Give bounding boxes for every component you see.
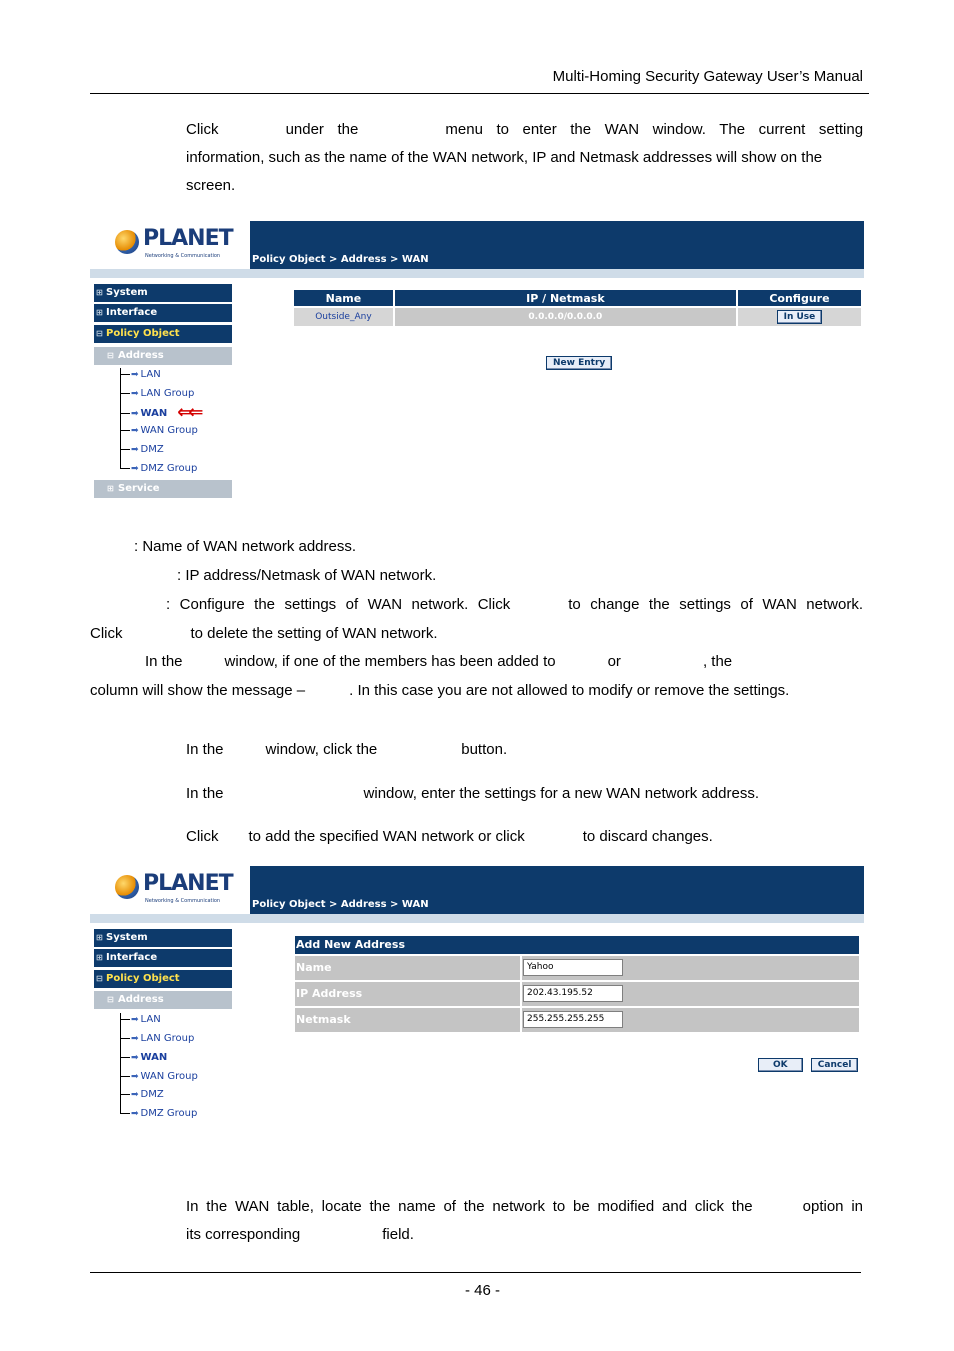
sidebar-menu <box>94 929 232 1119</box>
intro-word: under <box>285 121 324 138</box>
tree-item-dmz-group[interactable] <box>120 1105 197 1123</box>
arrow-icon: ➡ <box>131 370 139 380</box>
form-row-name <box>295 956 859 980</box>
desc-text: Click <box>90 625 123 642</box>
intro-word: enter <box>522 121 557 138</box>
menu-label: System <box>106 287 148 298</box>
expand-icon: ⊞ <box>96 953 103 962</box>
step-text: In the <box>186 785 224 802</box>
table-row <box>294 308 861 326</box>
menu-policy-object[interactable] <box>94 970 232 988</box>
page-number: - 46 - <box>465 1282 501 1299</box>
tree-item-wan[interactable] <box>120 1049 167 1067</box>
footer-rule <box>90 1272 861 1273</box>
expand-icon: ⊞ <box>96 308 103 317</box>
new-entry-wrap <box>546 352 612 370</box>
field-cell <box>522 1008 859 1032</box>
note-text: . In this case you are not allowed to modify or remove the settings. <box>349 682 790 699</box>
modify-text: In the WAN table, locate the name of the network to be modified and click the <box>186 1198 753 1215</box>
step-text: to add the specified WAN network or click <box>248 828 525 845</box>
intro-word: the <box>570 121 592 138</box>
step-text: In the <box>186 741 224 758</box>
tree-item-dmz[interactable] <box>120 441 164 459</box>
field-label: Netmask <box>295 1008 520 1032</box>
tree-label: WAN Group <box>140 1071 198 1082</box>
intro-word: window. <box>652 121 706 138</box>
note-line-2 <box>90 677 789 705</box>
expand-icon: ⊞ <box>96 288 103 297</box>
logo-wordmark: PLANET <box>143 226 233 251</box>
tree-item-dmz-group[interactable] <box>120 460 197 478</box>
in-use-button[interactable]: In Use <box>777 310 823 324</box>
menu-system[interactable] <box>94 929 232 947</box>
desc-ip: : IP address/Netmask of WAN network. <box>177 567 437 584</box>
tree-item-wan[interactable] <box>120 404 199 422</box>
tree-item-lan[interactable] <box>120 1011 161 1029</box>
menu-interface[interactable] <box>94 949 232 967</box>
header-rule <box>90 93 869 94</box>
new-entry-button[interactable]: New Entry <box>546 356 612 370</box>
tree-item-dmz[interactable] <box>120 1086 164 1104</box>
step-text: window, enter the settings for a new WAN network address. <box>363 785 759 802</box>
cell-ip: 0.0.0.0/0.0.0.0 <box>395 308 736 326</box>
form-row-netmask <box>295 1008 859 1032</box>
cell-name: Outside_Any <box>294 308 393 326</box>
arrow-icon: ➡ <box>131 464 139 474</box>
intro-word: setting <box>818 121 864 138</box>
arrow-icon: ➡ <box>131 1015 139 1025</box>
form-buttons <box>758 1054 858 1072</box>
arrow-icon: ➡ <box>131 1034 139 1044</box>
note-line-1 <box>145 648 732 676</box>
arrow-icon: ➡ <box>131 389 139 399</box>
note-text: window, if one of the members has been added to <box>224 653 556 670</box>
submenu-service[interactable] <box>94 480 232 498</box>
field-label: IP Address <box>295 982 520 1006</box>
arrow-icon: ➡ <box>131 1072 139 1082</box>
menu-label: Interface <box>106 952 158 963</box>
collapse-icon: ⊟ <box>96 329 103 338</box>
tree-label: LAN Group <box>140 1033 195 1044</box>
intro-word: WAN <box>604 121 640 138</box>
col-configure: Configure <box>738 290 861 306</box>
tree-item-wan-group[interactable] <box>120 1068 198 1086</box>
tree-item-lan-group[interactable] <box>120 385 194 403</box>
modify-text: option in <box>802 1198 863 1215</box>
intro-line-3: screen. <box>186 177 236 194</box>
modify-line-1 <box>186 1193 863 1221</box>
arrow-icon: ➡ <box>131 426 139 436</box>
menu-label: Policy Object <box>106 973 180 984</box>
table-header-row <box>294 290 861 306</box>
intro-word: menu <box>445 121 483 138</box>
add-wan-screenshot <box>90 866 864 1120</box>
field-label: Name <box>295 956 520 980</box>
intro-word: Click <box>186 121 219 138</box>
col-ip-netmask: IP / Netmask <box>395 290 736 306</box>
cell-configure <box>738 308 861 326</box>
breadcrumb: Policy Object > Address > WAN <box>252 899 429 910</box>
pointer-arrows-icon: ⇐⇐ <box>177 402 200 423</box>
sidebar-menu <box>94 284 232 498</box>
note-text: or <box>607 653 621 670</box>
ok-button[interactable]: OK <box>758 1058 803 1072</box>
logo-tagline: Networking & Communication <box>145 898 221 904</box>
modify-line-2 <box>186 1221 414 1249</box>
menu-label: Interface <box>106 307 158 318</box>
submenu-address[interactable] <box>94 991 232 1009</box>
collapse-icon: ⊟ <box>107 995 114 1004</box>
step-text: to discard changes. <box>582 828 713 845</box>
submenu-label: Address <box>118 350 164 361</box>
col-name: Name <box>294 290 393 306</box>
globe-icon <box>115 875 139 899</box>
manual-title: Multi-Homing Security Gateway User’s Manual <box>552 68 863 85</box>
menu-interface[interactable] <box>94 304 232 322</box>
desc-name: : Name of WAN network address. <box>134 538 357 555</box>
expand-icon: ⊞ <box>107 484 114 493</box>
tree-label: LAN <box>140 369 161 380</box>
intro-word: current <box>758 121 806 138</box>
form-title: Add New Address <box>295 936 859 954</box>
submenu-label: Address <box>118 994 164 1005</box>
intro-line-2: information, such as the name of the WAN network, IP and Netmask addresses will show on the <box>186 149 823 166</box>
step-text: window, click the <box>265 741 378 758</box>
globe-icon <box>115 230 139 254</box>
breadcrumb: Policy Object > Address > WAN <box>252 254 429 265</box>
netmask-field[interactable]: 255.255.255.255 <box>523 1011 623 1028</box>
menu-policy-object[interactable] <box>94 325 232 343</box>
collapse-icon: ⊟ <box>107 351 114 360</box>
menu-label: System <box>106 932 148 943</box>
tree-label: DMZ Group <box>140 463 198 474</box>
planet-logo <box>115 871 250 911</box>
intro-line-1 <box>186 116 863 144</box>
intro-word: to <box>496 121 509 138</box>
cancel-button[interactable]: Cancel <box>811 1058 859 1072</box>
submenu-label: Service <box>118 483 160 494</box>
note-text: , the <box>702 653 733 670</box>
step-2 <box>186 780 759 808</box>
wan-table <box>292 288 863 328</box>
note-text: column will show the message – <box>90 682 306 699</box>
banner-subbar <box>90 914 864 923</box>
tree-label: LAN <box>140 1014 161 1025</box>
tree-label: WAN Group <box>140 425 198 436</box>
desc-delete <box>90 620 438 648</box>
desc-text: to delete the setting of WAN network. <box>190 625 438 642</box>
name-field[interactable]: Yahoo <box>523 959 623 976</box>
intro-word: The <box>719 121 746 138</box>
arrow-icon: ➡ <box>131 445 139 455</box>
expand-icon: ⊞ <box>96 933 103 942</box>
form-row-ip <box>295 982 859 1006</box>
desc-text: to change the settings of WAN network. <box>568 596 863 613</box>
planet-logo <box>115 226 250 266</box>
step-1 <box>186 736 507 764</box>
intro-word: the <box>337 121 359 138</box>
step-3 <box>186 823 713 851</box>
field-cell <box>522 956 859 980</box>
tree-item-lan[interactable] <box>120 366 161 384</box>
desc-configure <box>166 591 863 619</box>
tree-label: DMZ Group <box>140 1108 198 1119</box>
arrow-icon: ➡ <box>131 1053 139 1063</box>
collapse-icon: ⊟ <box>96 974 103 983</box>
modify-text: its corresponding <box>186 1226 301 1243</box>
step-text: button. <box>461 741 508 758</box>
logo-wordmark: PLANET <box>143 871 233 896</box>
menu-system[interactable] <box>94 284 232 302</box>
tree-label: LAN Group <box>140 388 195 399</box>
tree-item-wan-group[interactable] <box>120 422 198 440</box>
logo-tagline: Networking & Communication <box>145 253 221 259</box>
tree-label: DMZ <box>140 444 164 455</box>
tree-label: WAN <box>140 1052 168 1063</box>
tree-label: DMZ <box>140 1089 164 1100</box>
field-cell <box>522 982 859 1006</box>
modify-text: field. <box>382 1226 414 1243</box>
tree-label: WAN <box>140 408 168 419</box>
submenu-address[interactable] <box>94 347 232 365</box>
arrow-icon: ➡ <box>131 409 139 419</box>
arrow-icon: ➡ <box>131 1090 139 1100</box>
tree-item-lan-group[interactable] <box>120 1030 194 1048</box>
banner-subbar <box>90 269 864 278</box>
wan-list-screenshot <box>90 221 864 498</box>
menu-label: Policy Object <box>106 328 180 339</box>
note-text: In the <box>145 653 183 670</box>
step-text: Click <box>186 828 219 845</box>
ip-address-field[interactable]: 202.43.195.52 <box>523 985 623 1002</box>
arrow-icon: ➡ <box>131 1109 139 1119</box>
desc-text: : Configure the settings of WAN network. Click <box>166 596 511 613</box>
